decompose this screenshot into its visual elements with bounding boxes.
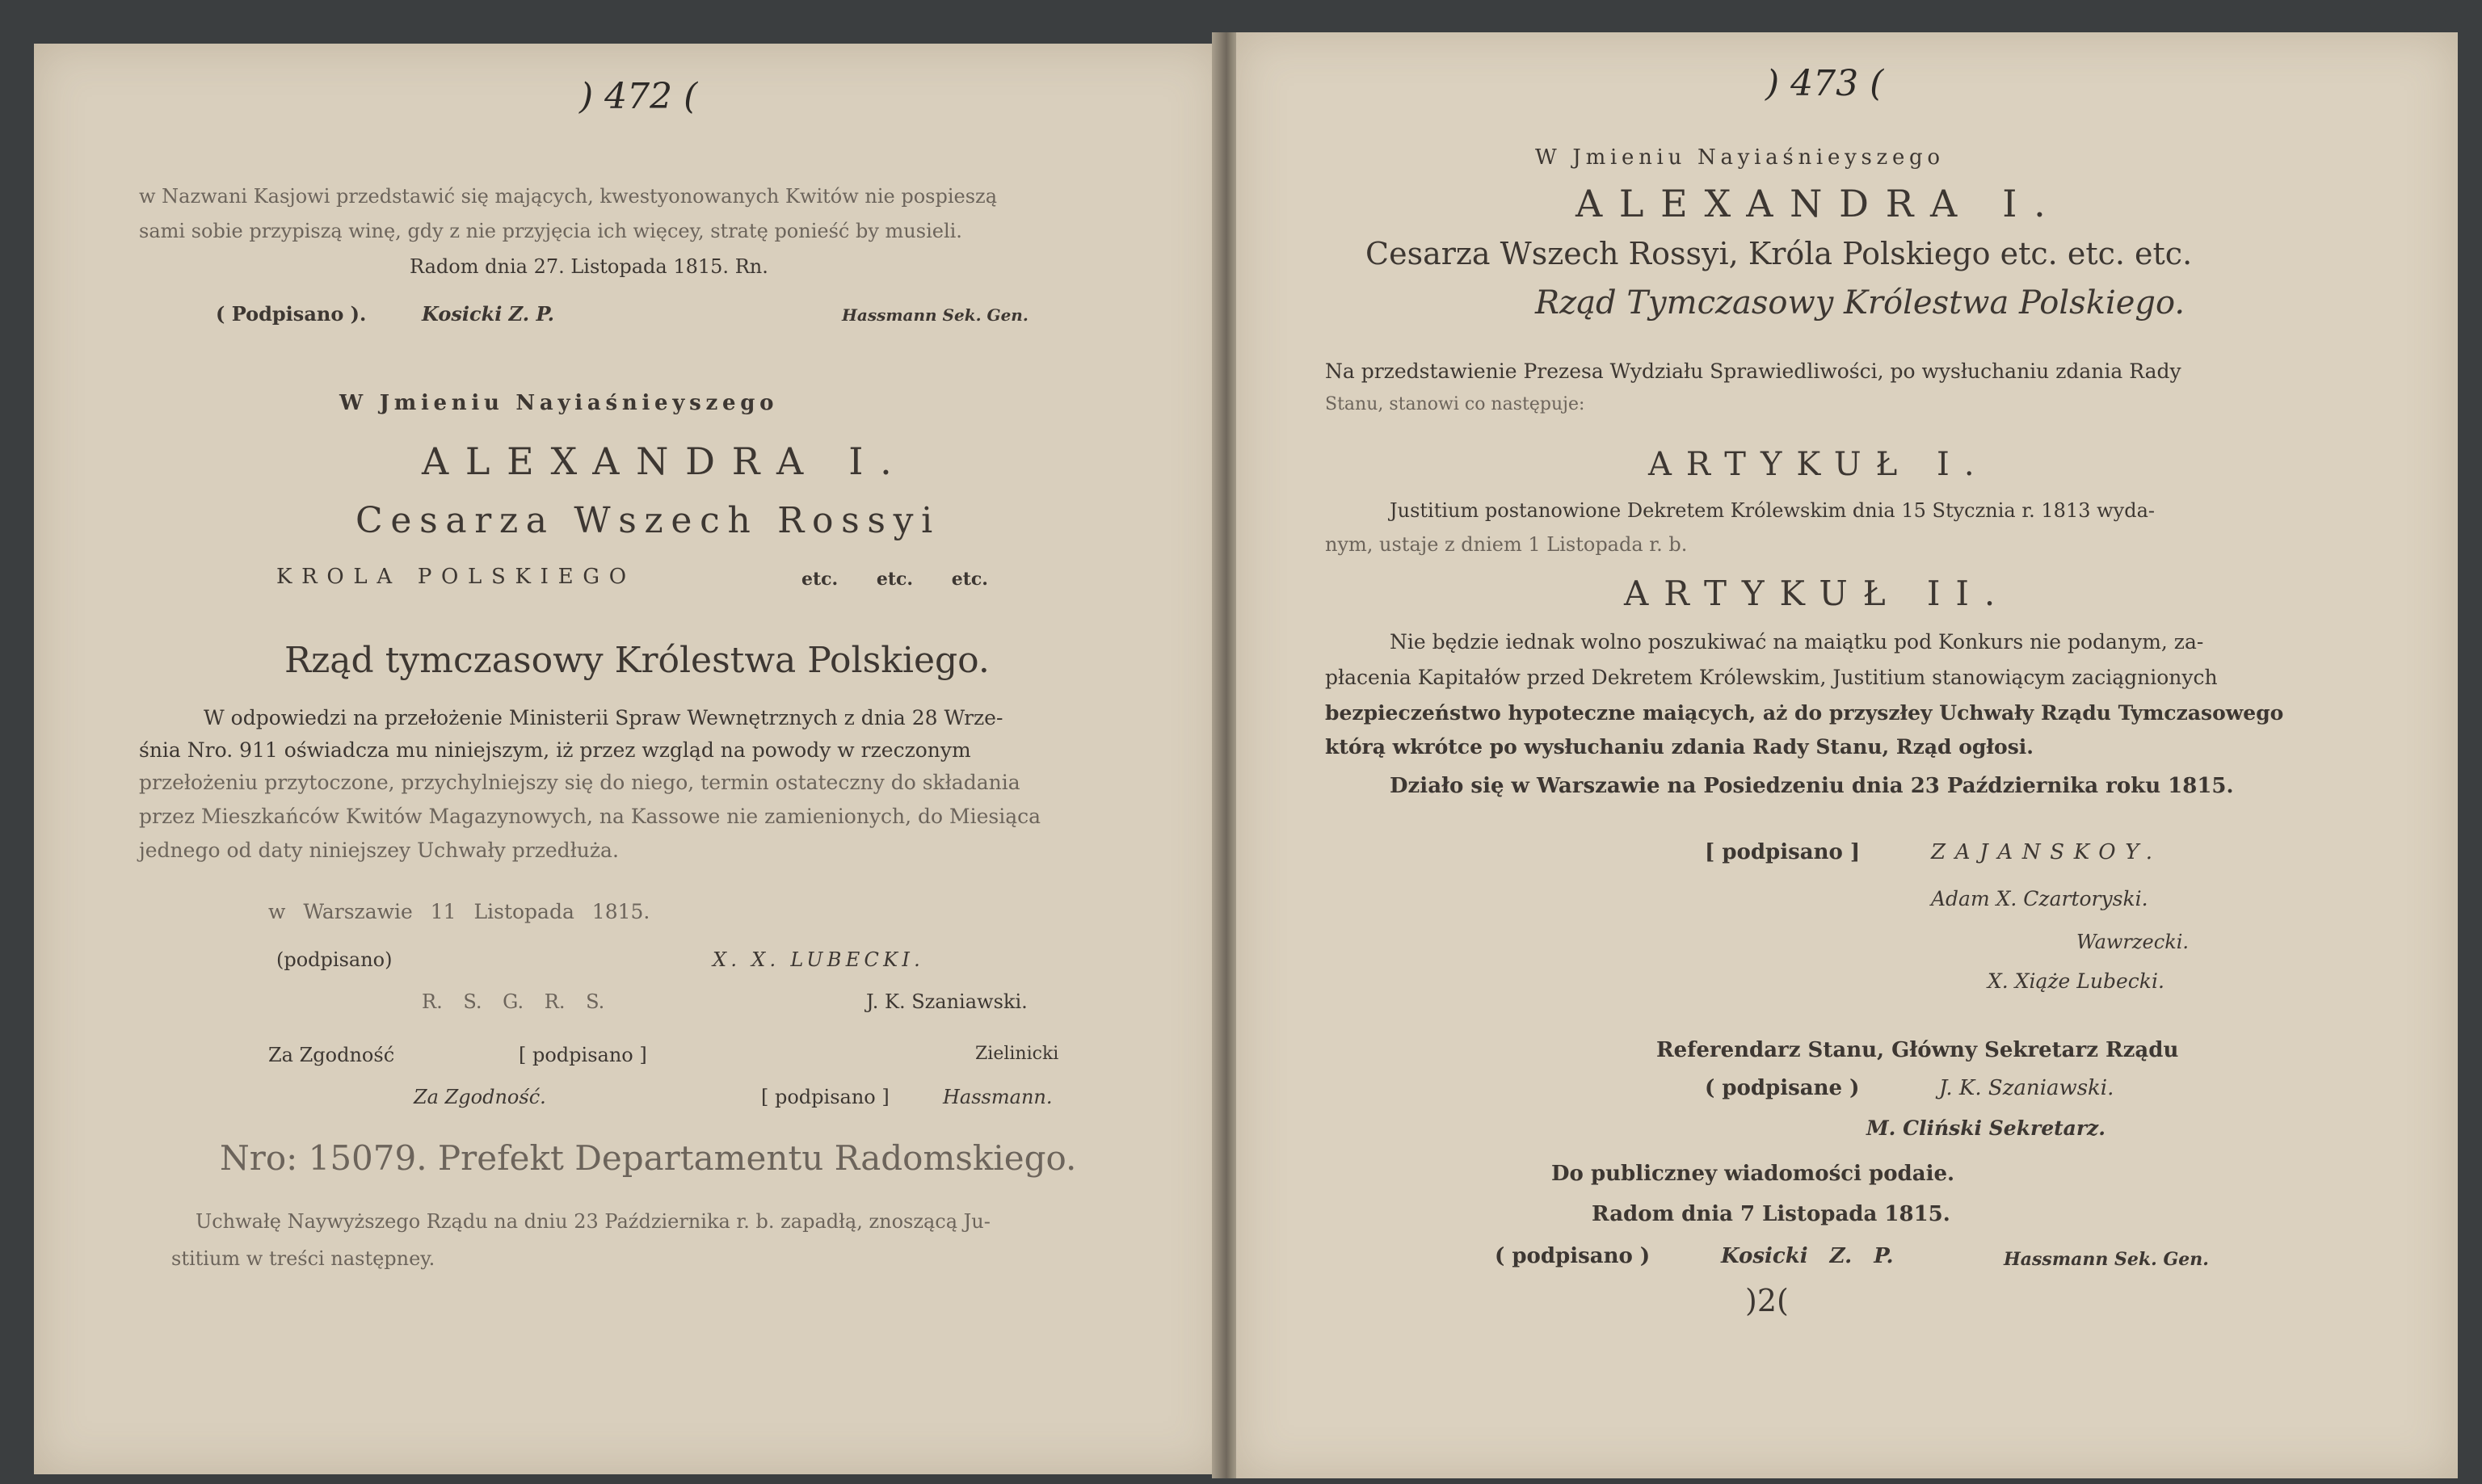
article-1-line: Justitium postanowione Dekretem Królewskim dnia 15 Stycznia r. 1813 wyda- <box>1390 499 2156 522</box>
heading-alexandra: ALEXANDRA I. <box>422 439 909 483</box>
heading-cesarza: Cesarza Wszech Rossyi, Króla Polskiego etc. etc. etc. <box>1365 236 2193 271</box>
za-zgodnosc: Za Zgodność <box>268 1044 395 1066</box>
hassmann: Hassmann. <box>943 1086 1053 1108</box>
signature-szaniawski: J. K. Szaniawski. <box>1939 1076 2114 1100</box>
article-1-heading: ARTYKUŁ I. <box>1648 446 1989 483</box>
signature-name: Adam X. Czartoryski. <box>1931 887 2148 910</box>
signature-secretary: Hassmann Sek. Gen. <box>842 305 1029 325</box>
heading-w-imieniu: W Jmieniu Nayiaśnieyszego <box>1535 145 1945 170</box>
heading-rzad: Rząd Tymczasowy Królestwa Polskiego. <box>1535 284 2185 322</box>
date-line: w Warszawie 11 Listopada 1815. <box>268 900 650 923</box>
page-number: ) 473 ( <box>1765 63 1884 104</box>
signature-name: Kosicki Z. P. <box>422 302 554 326</box>
podpisane-label: ( podpisane ) <box>1705 1076 1860 1100</box>
signature-name: Wawrzecki. <box>2076 931 2190 953</box>
radom-line: Radom dnia 7 Listopada 1815. <box>1592 1202 1950 1226</box>
intro-line: sami sobie przypiszą winę, gdy z nie przyjęcia ich więcey, stratę ponieść by musieli. <box>139 220 962 242</box>
signature-rsgrs: R. S. G. R. S. <box>422 990 605 1013</box>
heading-krola: KROLA POLSKIEGO <box>276 565 636 589</box>
article-1-line: nym, ustaje z dniem 1 Listopada r. b. <box>1325 533 1688 556</box>
signature-name: ZAJANSKOY. <box>1931 840 2162 864</box>
article-2-line: bezpieczeństwo hypoteczne maiących, aż do przyszłey Uchwały Rządu Tymczasowego <box>1325 701 2284 725</box>
signature-kosicki: Kosicki Z. P. <box>1721 1244 1894 1268</box>
signature-hassmann: Hassmann Sek. Gen. <box>2004 1249 2209 1270</box>
signature-label: (podpisano) <box>276 948 393 971</box>
heading-cesarza: Cesarza Wszech Rossyi <box>355 500 940 541</box>
body-line: śnia Nro. 911 oświadcza mu niniejszym, iż przez wzgląd na powody w rzeczonym <box>139 738 971 762</box>
body-line: W odpowiedzi na przełożenie Ministerii Spraw Wewnętrznych z dnia 28 Wrze- <box>204 706 1003 729</box>
body-line: przełożeniu przytoczone, przychylniejszy się do niego, termin ostateczny do składania <box>139 771 1020 794</box>
dzialo-line: Działo się w Warszawie na Posiedzeniu dnia 23 Października roku 1815. <box>1390 774 2234 798</box>
body-line: przez Mieszkańców Kwitów Magazynowych, na Kassowe nie zamienionych, do Miesiąca <box>139 805 1041 828</box>
podpisano-bracket: [ podpisano ] <box>519 1044 647 1066</box>
footer-line: Uchwałę Naywyższego Rządu na dniu 23 Października r. b. zapadłą, znoszącą Ju- <box>196 1210 991 1233</box>
za-zgodnosc: Za Zgodność. <box>414 1086 546 1108</box>
signature-name: X. Xiąże Lubecki. <box>1988 969 2164 993</box>
signature-label: ( podpisano ) <box>1495 1244 1651 1268</box>
signature-name: X. X. LUBECKI. <box>713 948 925 971</box>
signature-label: ( Podpisano ). <box>216 302 367 326</box>
catchword: )2( <box>1745 1283 1789 1318</box>
heading-w-imieniu: W Jmieniu Nayiaśnieyszego <box>339 391 779 415</box>
body-line: jednego od daty niniejszey Uchwały przedłuża. <box>139 839 619 862</box>
intro-line: w Nazwani Kasjowi przedstawić się mających, kwestyonowanych Kwitów nie pospieszą <box>139 185 998 208</box>
heading-etc: etc. etc. etc. <box>801 569 988 590</box>
article-2-line: Nie będzie iednak wolno poszukiwać na maiątku pod Konkurs nie podanym, za- <box>1390 630 2204 654</box>
footer-line: stitium w treści następney. <box>171 1247 435 1270</box>
right-page <box>1236 32 2458 1478</box>
signature-szaniawski: J. K. Szaniawski. <box>866 990 1028 1013</box>
heading-alexandra: ALEXANDRA I. <box>1575 182 2063 225</box>
signature-label: [ podpisano ] <box>1705 840 1861 864</box>
heading-rzad: Rząd tymczasowy Królestwa Polskiego. <box>284 640 990 681</box>
intro-line: Na przedstawienie Prezesa Wydziału Sprawiedliwości, po wysłuchaniu zdania Rady <box>1325 359 2181 383</box>
intro-line: Stanu, stanowi co następuje: <box>1325 394 1585 414</box>
signature-clinski: M. Cliński Sekretarz. <box>1866 1116 2105 1140</box>
do-publicz-line: Do publiczney wiadomości podaie. <box>1551 1162 1955 1186</box>
left-page <box>34 44 1222 1474</box>
footer-heading: Nro: 15079. Prefekt Departamentu Radomskiego. <box>220 1138 1077 1178</box>
page-number: ) 472 ( <box>579 76 698 117</box>
article-2-line: którą wkrótce po wysłuchaniu zdania Rady Stanu, Rząd ogłosi. <box>1325 735 2034 759</box>
zielinski: Zielinicki <box>975 1044 1059 1064</box>
podpisano-bracket: [ podpisano ] <box>761 1086 890 1108</box>
intro-line: Radom dnia 27. Listopada 1815. Rn. <box>410 255 768 278</box>
referendarz-line: Referendarz Stanu, Główny Sekretarz Rządu <box>1656 1038 2179 1062</box>
article-2-heading: ARTYKUŁ II. <box>1624 574 2011 613</box>
article-2-line: płacenia Kapitałów przed Dekretem Królewskim, Justitium stanowiącym zaciągnionych <box>1325 666 2218 689</box>
